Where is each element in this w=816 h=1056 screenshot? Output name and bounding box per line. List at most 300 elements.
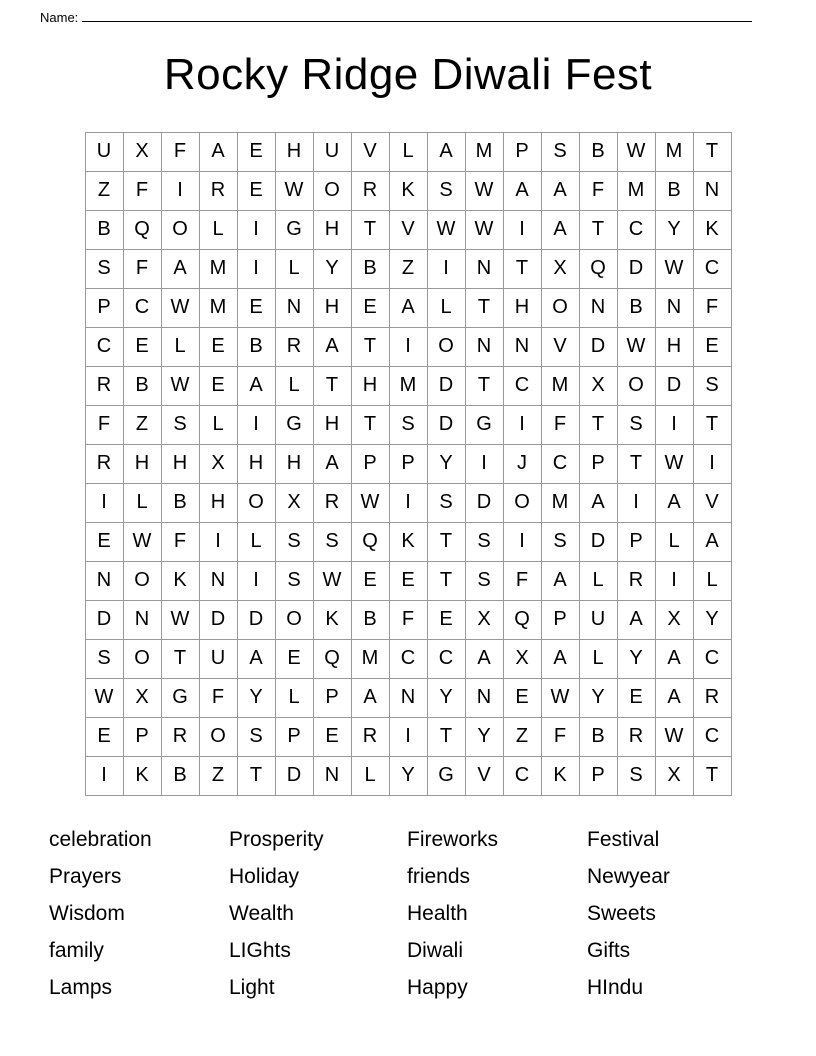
grid-cell[interactable]: R bbox=[351, 171, 389, 210]
grid-cell[interactable]: E bbox=[199, 327, 237, 366]
grid-cell[interactable]: E bbox=[237, 171, 275, 210]
grid-cell[interactable]: D bbox=[199, 600, 237, 639]
grid-cell[interactable]: L bbox=[199, 210, 237, 249]
grid-row bbox=[85, 210, 731, 249]
grid-cell[interactable]: M bbox=[465, 132, 503, 171]
grid-cell[interactable]: I bbox=[389, 327, 427, 366]
grid-cell[interactable]: A bbox=[541, 171, 579, 210]
grid-cell[interactable]: M bbox=[199, 249, 237, 288]
grid-cell[interactable]: X bbox=[503, 639, 541, 678]
grid-cell[interactable]: P bbox=[85, 288, 123, 327]
grid-cell[interactable]: W bbox=[313, 561, 351, 600]
grid-cell[interactable]: A bbox=[237, 639, 275, 678]
grid-cell[interactable]: D bbox=[275, 756, 313, 795]
grid-cell[interactable]: S bbox=[313, 522, 351, 561]
grid-cell[interactable]: I bbox=[655, 405, 693, 444]
grid-cell[interactable]: R bbox=[161, 717, 199, 756]
grid-cell[interactable]: Z bbox=[389, 249, 427, 288]
grid-cell[interactable]: R bbox=[617, 561, 655, 600]
grid-cell[interactable]: F bbox=[579, 171, 617, 210]
grid-cell[interactable]: R bbox=[693, 678, 731, 717]
grid-cell[interactable]: C bbox=[693, 639, 731, 678]
grid-cell[interactable]: N bbox=[313, 756, 351, 795]
grid-cell[interactable]: D bbox=[655, 366, 693, 405]
grid-cell[interactable]: O bbox=[237, 483, 275, 522]
grid-cell[interactable]: A bbox=[313, 444, 351, 483]
grid-cell[interactable]: H bbox=[351, 366, 389, 405]
grid-cell[interactable]: A bbox=[579, 483, 617, 522]
grid-cell[interactable]: I bbox=[237, 210, 275, 249]
grid-cell[interactable]: C bbox=[541, 444, 579, 483]
grid-cell[interactable]: W bbox=[617, 327, 655, 366]
grid-cell[interactable]: Y bbox=[237, 678, 275, 717]
grid-cell[interactable]: K bbox=[389, 171, 427, 210]
grid-cell[interactable]: V bbox=[693, 483, 731, 522]
grid-cell[interactable]: H bbox=[237, 444, 275, 483]
grid-cell[interactable]: I bbox=[427, 249, 465, 288]
grid-cell[interactable]: E bbox=[351, 288, 389, 327]
grid-cell[interactable]: F bbox=[161, 132, 199, 171]
grid-cell[interactable]: P bbox=[123, 717, 161, 756]
grid-cell[interactable]: M bbox=[655, 132, 693, 171]
grid-cell[interactable]: O bbox=[199, 717, 237, 756]
grid-row bbox=[85, 756, 731, 795]
grid-cell[interactable]: H bbox=[199, 483, 237, 522]
grid-cell[interactable]: I bbox=[161, 171, 199, 210]
grid-cell[interactable]: F bbox=[123, 249, 161, 288]
grid-cell[interactable]: K bbox=[389, 522, 427, 561]
grid-cell[interactable]: O bbox=[123, 639, 161, 678]
grid-cell[interactable]: H bbox=[161, 444, 199, 483]
grid-cell[interactable]: Y bbox=[693, 600, 731, 639]
grid-cell[interactable]: F bbox=[123, 171, 161, 210]
grid-cell[interactable]: C bbox=[503, 756, 541, 795]
grid-cell[interactable]: Z bbox=[123, 405, 161, 444]
grid-cell[interactable]: K bbox=[693, 210, 731, 249]
grid-cell[interactable]: P bbox=[579, 444, 617, 483]
grid-cell[interactable]: X bbox=[579, 366, 617, 405]
grid-cell[interactable]: M bbox=[199, 288, 237, 327]
grid-cell[interactable]: A bbox=[617, 600, 655, 639]
grid-cell[interactable]: E bbox=[427, 600, 465, 639]
grid-cell[interactable]: F bbox=[541, 405, 579, 444]
grid-cell[interactable]: M bbox=[617, 171, 655, 210]
grid-cell[interactable]: X bbox=[123, 678, 161, 717]
grid-cell[interactable]: Q bbox=[579, 249, 617, 288]
grid-cell[interactable]: R bbox=[617, 717, 655, 756]
grid-cell[interactable]: I bbox=[389, 483, 427, 522]
grid-cell[interactable]: A bbox=[161, 249, 199, 288]
grid-cell[interactable]: T bbox=[693, 405, 731, 444]
grid-cell[interactable]: T bbox=[579, 210, 617, 249]
grid-cell[interactable]: E bbox=[237, 288, 275, 327]
grid-cell[interactable]: F bbox=[389, 600, 427, 639]
grid-cell[interactable]: U bbox=[199, 639, 237, 678]
grid-cell[interactable]: H bbox=[655, 327, 693, 366]
grid-cell[interactable]: I bbox=[503, 210, 541, 249]
grid-cell[interactable]: B bbox=[579, 132, 617, 171]
grid-cell[interactable]: W bbox=[655, 717, 693, 756]
grid-cell[interactable]: X bbox=[199, 444, 237, 483]
grid-cell[interactable]: Y bbox=[427, 678, 465, 717]
grid-cell[interactable]: V bbox=[389, 210, 427, 249]
grid-cell[interactable]: M bbox=[389, 366, 427, 405]
grid-cell[interactable]: L bbox=[579, 639, 617, 678]
grid-cell[interactable]: D bbox=[579, 522, 617, 561]
grid-cell[interactable]: N bbox=[465, 327, 503, 366]
grid-cell[interactable]: E bbox=[313, 717, 351, 756]
grid-cell[interactable]: I bbox=[655, 561, 693, 600]
grid-cell[interactable]: S bbox=[541, 132, 579, 171]
grid-cell[interactable]: W bbox=[655, 249, 693, 288]
grid-cell[interactable]: P bbox=[389, 444, 427, 483]
grid-cell[interactable]: T bbox=[617, 444, 655, 483]
grid-cell[interactable]: W bbox=[351, 483, 389, 522]
grid-cell[interactable]: X bbox=[655, 600, 693, 639]
grid-cell[interactable]: X bbox=[123, 132, 161, 171]
grid-cell[interactable]: B bbox=[237, 327, 275, 366]
grid-cell[interactable]: N bbox=[503, 327, 541, 366]
grid-cell[interactable]: S bbox=[617, 756, 655, 795]
grid-cell[interactable]: A bbox=[541, 639, 579, 678]
grid-cell[interactable]: E bbox=[617, 678, 655, 717]
grid-cell[interactable]: A bbox=[503, 171, 541, 210]
grid-cell[interactable]: S bbox=[237, 717, 275, 756]
grid-cell[interactable]: T bbox=[693, 756, 731, 795]
grid-cell[interactable]: C bbox=[617, 210, 655, 249]
grid-cell[interactable]: A bbox=[351, 678, 389, 717]
grid-cell[interactable]: L bbox=[427, 288, 465, 327]
grid-cell[interactable]: K bbox=[541, 756, 579, 795]
name-label: Name: bbox=[40, 10, 79, 25]
grid-cell[interactable]: V bbox=[541, 327, 579, 366]
grid-cell[interactable]: Q bbox=[313, 639, 351, 678]
grid-cell[interactable]: C bbox=[693, 249, 731, 288]
grid-cell[interactable]: G bbox=[275, 210, 313, 249]
grid-cell[interactable]: L bbox=[275, 678, 313, 717]
grid-cell[interactable]: T bbox=[427, 717, 465, 756]
grid-cell[interactable]: L bbox=[275, 366, 313, 405]
grid-cell[interactable]: F bbox=[693, 288, 731, 327]
grid-cell[interactable]: T bbox=[693, 132, 731, 171]
grid-cell[interactable]: Z bbox=[85, 171, 123, 210]
grid-cell[interactable]: C bbox=[427, 639, 465, 678]
grid-cell[interactable]: N bbox=[465, 678, 503, 717]
grid-cell[interactable]: I bbox=[389, 717, 427, 756]
grid-cell[interactable]: F bbox=[541, 717, 579, 756]
grid-cell[interactable]: T bbox=[351, 405, 389, 444]
word-list-item: Prayers bbox=[49, 864, 122, 888]
grid-cell[interactable]: S bbox=[85, 639, 123, 678]
grid-cell[interactable]: N bbox=[465, 249, 503, 288]
grid-cell[interactable]: W bbox=[655, 444, 693, 483]
grid-cell[interactable]: E bbox=[85, 522, 123, 561]
grid-cell[interactable]: W bbox=[85, 678, 123, 717]
grid-cell[interactable]: T bbox=[427, 522, 465, 561]
grid-row bbox=[85, 483, 731, 522]
grid-cell[interactable]: R bbox=[85, 366, 123, 405]
grid-cell[interactable]: C bbox=[85, 327, 123, 366]
grid-cell[interactable]: A bbox=[389, 288, 427, 327]
grid-cell[interactable]: T bbox=[503, 249, 541, 288]
grid-cell[interactable]: N bbox=[123, 600, 161, 639]
grid-cell[interactable]: W bbox=[617, 132, 655, 171]
word-list-item: Sweets bbox=[587, 901, 656, 925]
grid-cell[interactable]: P bbox=[503, 132, 541, 171]
grid-cell[interactable]: I bbox=[503, 522, 541, 561]
grid-cell[interactable]: S bbox=[427, 483, 465, 522]
grid-cell[interactable]: W bbox=[161, 288, 199, 327]
grid-cell[interactable]: G bbox=[465, 405, 503, 444]
grid-cell[interactable]: R bbox=[351, 717, 389, 756]
grid-cell[interactable]: W bbox=[161, 366, 199, 405]
grid-cell[interactable]: F bbox=[503, 561, 541, 600]
grid-cell[interactable]: A bbox=[237, 366, 275, 405]
grid-cell[interactable]: H bbox=[313, 288, 351, 327]
grid-cell[interactable]: Q bbox=[503, 600, 541, 639]
grid-cell[interactable]: Z bbox=[503, 717, 541, 756]
grid-cell[interactable]: N bbox=[693, 171, 731, 210]
grid-cell[interactable]: S bbox=[465, 522, 503, 561]
grid-cell[interactable]: D bbox=[465, 483, 503, 522]
grid-cell[interactable]: H bbox=[275, 132, 313, 171]
grid-cell[interactable]: S bbox=[617, 405, 655, 444]
grid-cell[interactable]: C bbox=[693, 717, 731, 756]
grid-cell[interactable]: W bbox=[427, 210, 465, 249]
grid-cell[interactable]: N bbox=[199, 561, 237, 600]
grid-cell[interactable]: O bbox=[123, 561, 161, 600]
grid-cell[interactable]: T bbox=[351, 327, 389, 366]
grid-cell[interactable]: T bbox=[237, 756, 275, 795]
grid-cell[interactable]: W bbox=[275, 171, 313, 210]
grid-cell[interactable]: P bbox=[617, 522, 655, 561]
grid-cell[interactable]: A bbox=[199, 132, 237, 171]
grid-cell[interactable]: T bbox=[465, 366, 503, 405]
grid-cell[interactable]: A bbox=[655, 678, 693, 717]
grid-cell[interactable]: L bbox=[693, 561, 731, 600]
grid-cell[interactable]: E bbox=[123, 327, 161, 366]
grid-cell[interactable]: L bbox=[389, 132, 427, 171]
grid-cell[interactable]: N bbox=[389, 678, 427, 717]
grid-cell[interactable]: A bbox=[465, 639, 503, 678]
grid-cell[interactable]: B bbox=[161, 756, 199, 795]
grid-cell[interactable]: I bbox=[503, 405, 541, 444]
grid-cell[interactable]: I bbox=[465, 444, 503, 483]
grid-cell[interactable]: D bbox=[427, 366, 465, 405]
grid-cell[interactable]: M bbox=[541, 366, 579, 405]
grid-cell[interactable]: X bbox=[655, 756, 693, 795]
grid-cell[interactable]: G bbox=[427, 756, 465, 795]
grid-cell[interactable]: I bbox=[199, 522, 237, 561]
grid-cell[interactable]: O bbox=[313, 171, 351, 210]
grid-cell[interactable]: E bbox=[275, 639, 313, 678]
grid-cell[interactable]: I bbox=[237, 405, 275, 444]
grid-cell[interactable]: U bbox=[313, 132, 351, 171]
grid-cell[interactable]: F bbox=[199, 678, 237, 717]
grid-cell[interactable]: B bbox=[85, 210, 123, 249]
grid-cell[interactable]: N bbox=[85, 561, 123, 600]
grid-cell[interactable]: B bbox=[351, 600, 389, 639]
word-list-item: Wealth bbox=[229, 901, 294, 925]
grid-cell[interactable]: P bbox=[275, 717, 313, 756]
grid-cell[interactable]: T bbox=[351, 210, 389, 249]
grid-cell[interactable]: H bbox=[123, 444, 161, 483]
grid-cell[interactable]: L bbox=[351, 756, 389, 795]
grid-cell[interactable]: E bbox=[85, 717, 123, 756]
grid-cell[interactable]: B bbox=[617, 288, 655, 327]
grid-cell[interactable]: P bbox=[313, 678, 351, 717]
grid-cell[interactable]: X bbox=[541, 249, 579, 288]
grid-cell[interactable]: D bbox=[617, 249, 655, 288]
grid-cell[interactable]: R bbox=[85, 444, 123, 483]
grid-cell[interactable]: Q bbox=[351, 522, 389, 561]
grid-cell[interactable]: R bbox=[199, 171, 237, 210]
grid-cell[interactable]: S bbox=[85, 249, 123, 288]
grid-cell[interactable]: O bbox=[617, 366, 655, 405]
grid-cell[interactable]: B bbox=[655, 171, 693, 210]
grid-cell[interactable]: N bbox=[275, 288, 313, 327]
grid-cell[interactable]: P bbox=[351, 444, 389, 483]
grid-cell[interactable]: S bbox=[275, 561, 313, 600]
grid-cell[interactable]: S bbox=[161, 405, 199, 444]
grid-cell[interactable]: I bbox=[617, 483, 655, 522]
grid-cell[interactable]: T bbox=[161, 639, 199, 678]
grid-cell[interactable]: A bbox=[313, 327, 351, 366]
grid-cell[interactable]: P bbox=[579, 756, 617, 795]
grid-cell[interactable]: R bbox=[313, 483, 351, 522]
grid-cell[interactable]: Y bbox=[427, 444, 465, 483]
grid-cell[interactable]: O bbox=[503, 483, 541, 522]
grid-cell[interactable]: R bbox=[275, 327, 313, 366]
grid-cell[interactable]: H bbox=[313, 405, 351, 444]
grid-cell[interactable]: V bbox=[465, 756, 503, 795]
grid-cell[interactable]: S bbox=[427, 171, 465, 210]
grid-cell[interactable]: W bbox=[465, 210, 503, 249]
grid-cell[interactable]: A bbox=[541, 561, 579, 600]
grid-cell[interactable]: D bbox=[85, 600, 123, 639]
grid-cell[interactable]: D bbox=[427, 405, 465, 444]
grid-cell[interactable]: E bbox=[693, 327, 731, 366]
grid-cell[interactable]: O bbox=[161, 210, 199, 249]
grid-cell[interactable]: Z bbox=[199, 756, 237, 795]
word-list-item: celebration bbox=[49, 827, 152, 851]
grid-cell[interactable]: O bbox=[275, 600, 313, 639]
grid-cell[interactable]: I bbox=[693, 444, 731, 483]
grid-cell[interactable]: K bbox=[161, 561, 199, 600]
grid-cell[interactable]: A bbox=[655, 639, 693, 678]
grid-cell[interactable]: J bbox=[503, 444, 541, 483]
grid-cell[interactable]: Y bbox=[389, 756, 427, 795]
grid-cell[interactable]: L bbox=[237, 522, 275, 561]
grid-cell[interactable]: M bbox=[351, 639, 389, 678]
grid-cell[interactable]: U bbox=[85, 132, 123, 171]
grid-cell[interactable]: T bbox=[427, 561, 465, 600]
grid-cell[interactable]: B bbox=[123, 366, 161, 405]
grid-cell[interactable]: L bbox=[199, 405, 237, 444]
grid-cell[interactable]: L bbox=[275, 249, 313, 288]
grid-cell[interactable]: A bbox=[693, 522, 731, 561]
grid-cell[interactable]: V bbox=[351, 132, 389, 171]
grid-cell[interactable]: E bbox=[503, 678, 541, 717]
grid-cell[interactable]: T bbox=[465, 288, 503, 327]
grid-cell[interactable]: N bbox=[579, 288, 617, 327]
grid-cell[interactable]: G bbox=[275, 405, 313, 444]
grid-cell[interactable]: H bbox=[275, 444, 313, 483]
grid-cell[interactable]: O bbox=[427, 327, 465, 366]
grid-cell[interactable]: U bbox=[579, 600, 617, 639]
grid-cell[interactable]: L bbox=[655, 522, 693, 561]
name-write-line[interactable] bbox=[82, 8, 752, 22]
grid-cell[interactable]: Y bbox=[465, 717, 503, 756]
grid-cell[interactable]: B bbox=[351, 249, 389, 288]
grid-cell[interactable]: H bbox=[313, 210, 351, 249]
grid-cell[interactable]: C bbox=[503, 366, 541, 405]
grid-cell[interactable]: C bbox=[389, 639, 427, 678]
grid-cell[interactable]: I bbox=[237, 561, 275, 600]
grid-cell[interactable]: Y bbox=[579, 678, 617, 717]
grid-cell[interactable]: E bbox=[351, 561, 389, 600]
grid-cell[interactable]: Q bbox=[123, 210, 161, 249]
grid-cell[interactable]: I bbox=[85, 756, 123, 795]
grid-cell[interactable]: S bbox=[389, 405, 427, 444]
grid-cell[interactable]: A bbox=[655, 483, 693, 522]
grid-cell[interactable]: X bbox=[465, 600, 503, 639]
grid-cell[interactable]: W bbox=[123, 522, 161, 561]
grid-cell[interactable]: E bbox=[237, 132, 275, 171]
grid-cell[interactable]: K bbox=[123, 756, 161, 795]
grid-cell[interactable]: F bbox=[85, 405, 123, 444]
grid-cell[interactable]: W bbox=[161, 600, 199, 639]
grid-cell[interactable]: W bbox=[541, 678, 579, 717]
grid-cell[interactable]: D bbox=[579, 327, 617, 366]
grid-cell[interactable]: E bbox=[199, 366, 237, 405]
grid-cell[interactable]: B bbox=[161, 483, 199, 522]
grid-cell[interactable]: N bbox=[655, 288, 693, 327]
grid-cell[interactable]: F bbox=[161, 522, 199, 561]
grid-cell[interactable]: W bbox=[465, 171, 503, 210]
grid-cell[interactable]: K bbox=[313, 600, 351, 639]
grid-cell[interactable]: A bbox=[427, 132, 465, 171]
grid-cell[interactable]: S bbox=[275, 522, 313, 561]
grid-cell[interactable]: Y bbox=[655, 210, 693, 249]
grid-cell[interactable]: E bbox=[389, 561, 427, 600]
grid-cell[interactable]: S bbox=[693, 366, 731, 405]
grid-cell[interactable]: L bbox=[579, 561, 617, 600]
grid-cell[interactable]: P bbox=[541, 600, 579, 639]
grid-cell[interactable]: I bbox=[237, 249, 275, 288]
word-search-grid[interactable] bbox=[85, 132, 732, 796]
grid-cell[interactable]: A bbox=[541, 210, 579, 249]
grid-cell[interactable]: Y bbox=[617, 639, 655, 678]
grid-cell[interactable]: L bbox=[123, 483, 161, 522]
grid-cell[interactable]: T bbox=[313, 366, 351, 405]
grid-cell[interactable]: B bbox=[579, 717, 617, 756]
grid-cell[interactable]: M bbox=[541, 483, 579, 522]
grid-cell[interactable]: G bbox=[161, 678, 199, 717]
grid-cell[interactable]: T bbox=[579, 405, 617, 444]
grid-cell[interactable]: I bbox=[85, 483, 123, 522]
grid-cell[interactable]: X bbox=[275, 483, 313, 522]
grid-cell[interactable]: C bbox=[123, 288, 161, 327]
grid-cell[interactable]: S bbox=[541, 522, 579, 561]
grid-cell[interactable]: Y bbox=[313, 249, 351, 288]
grid-cell[interactable]: S bbox=[465, 561, 503, 600]
grid-cell[interactable]: H bbox=[503, 288, 541, 327]
grid-cell[interactable]: D bbox=[237, 600, 275, 639]
grid-cell[interactable]: O bbox=[541, 288, 579, 327]
word-list-item: Festival bbox=[587, 827, 660, 851]
grid-cell[interactable]: L bbox=[161, 327, 199, 366]
